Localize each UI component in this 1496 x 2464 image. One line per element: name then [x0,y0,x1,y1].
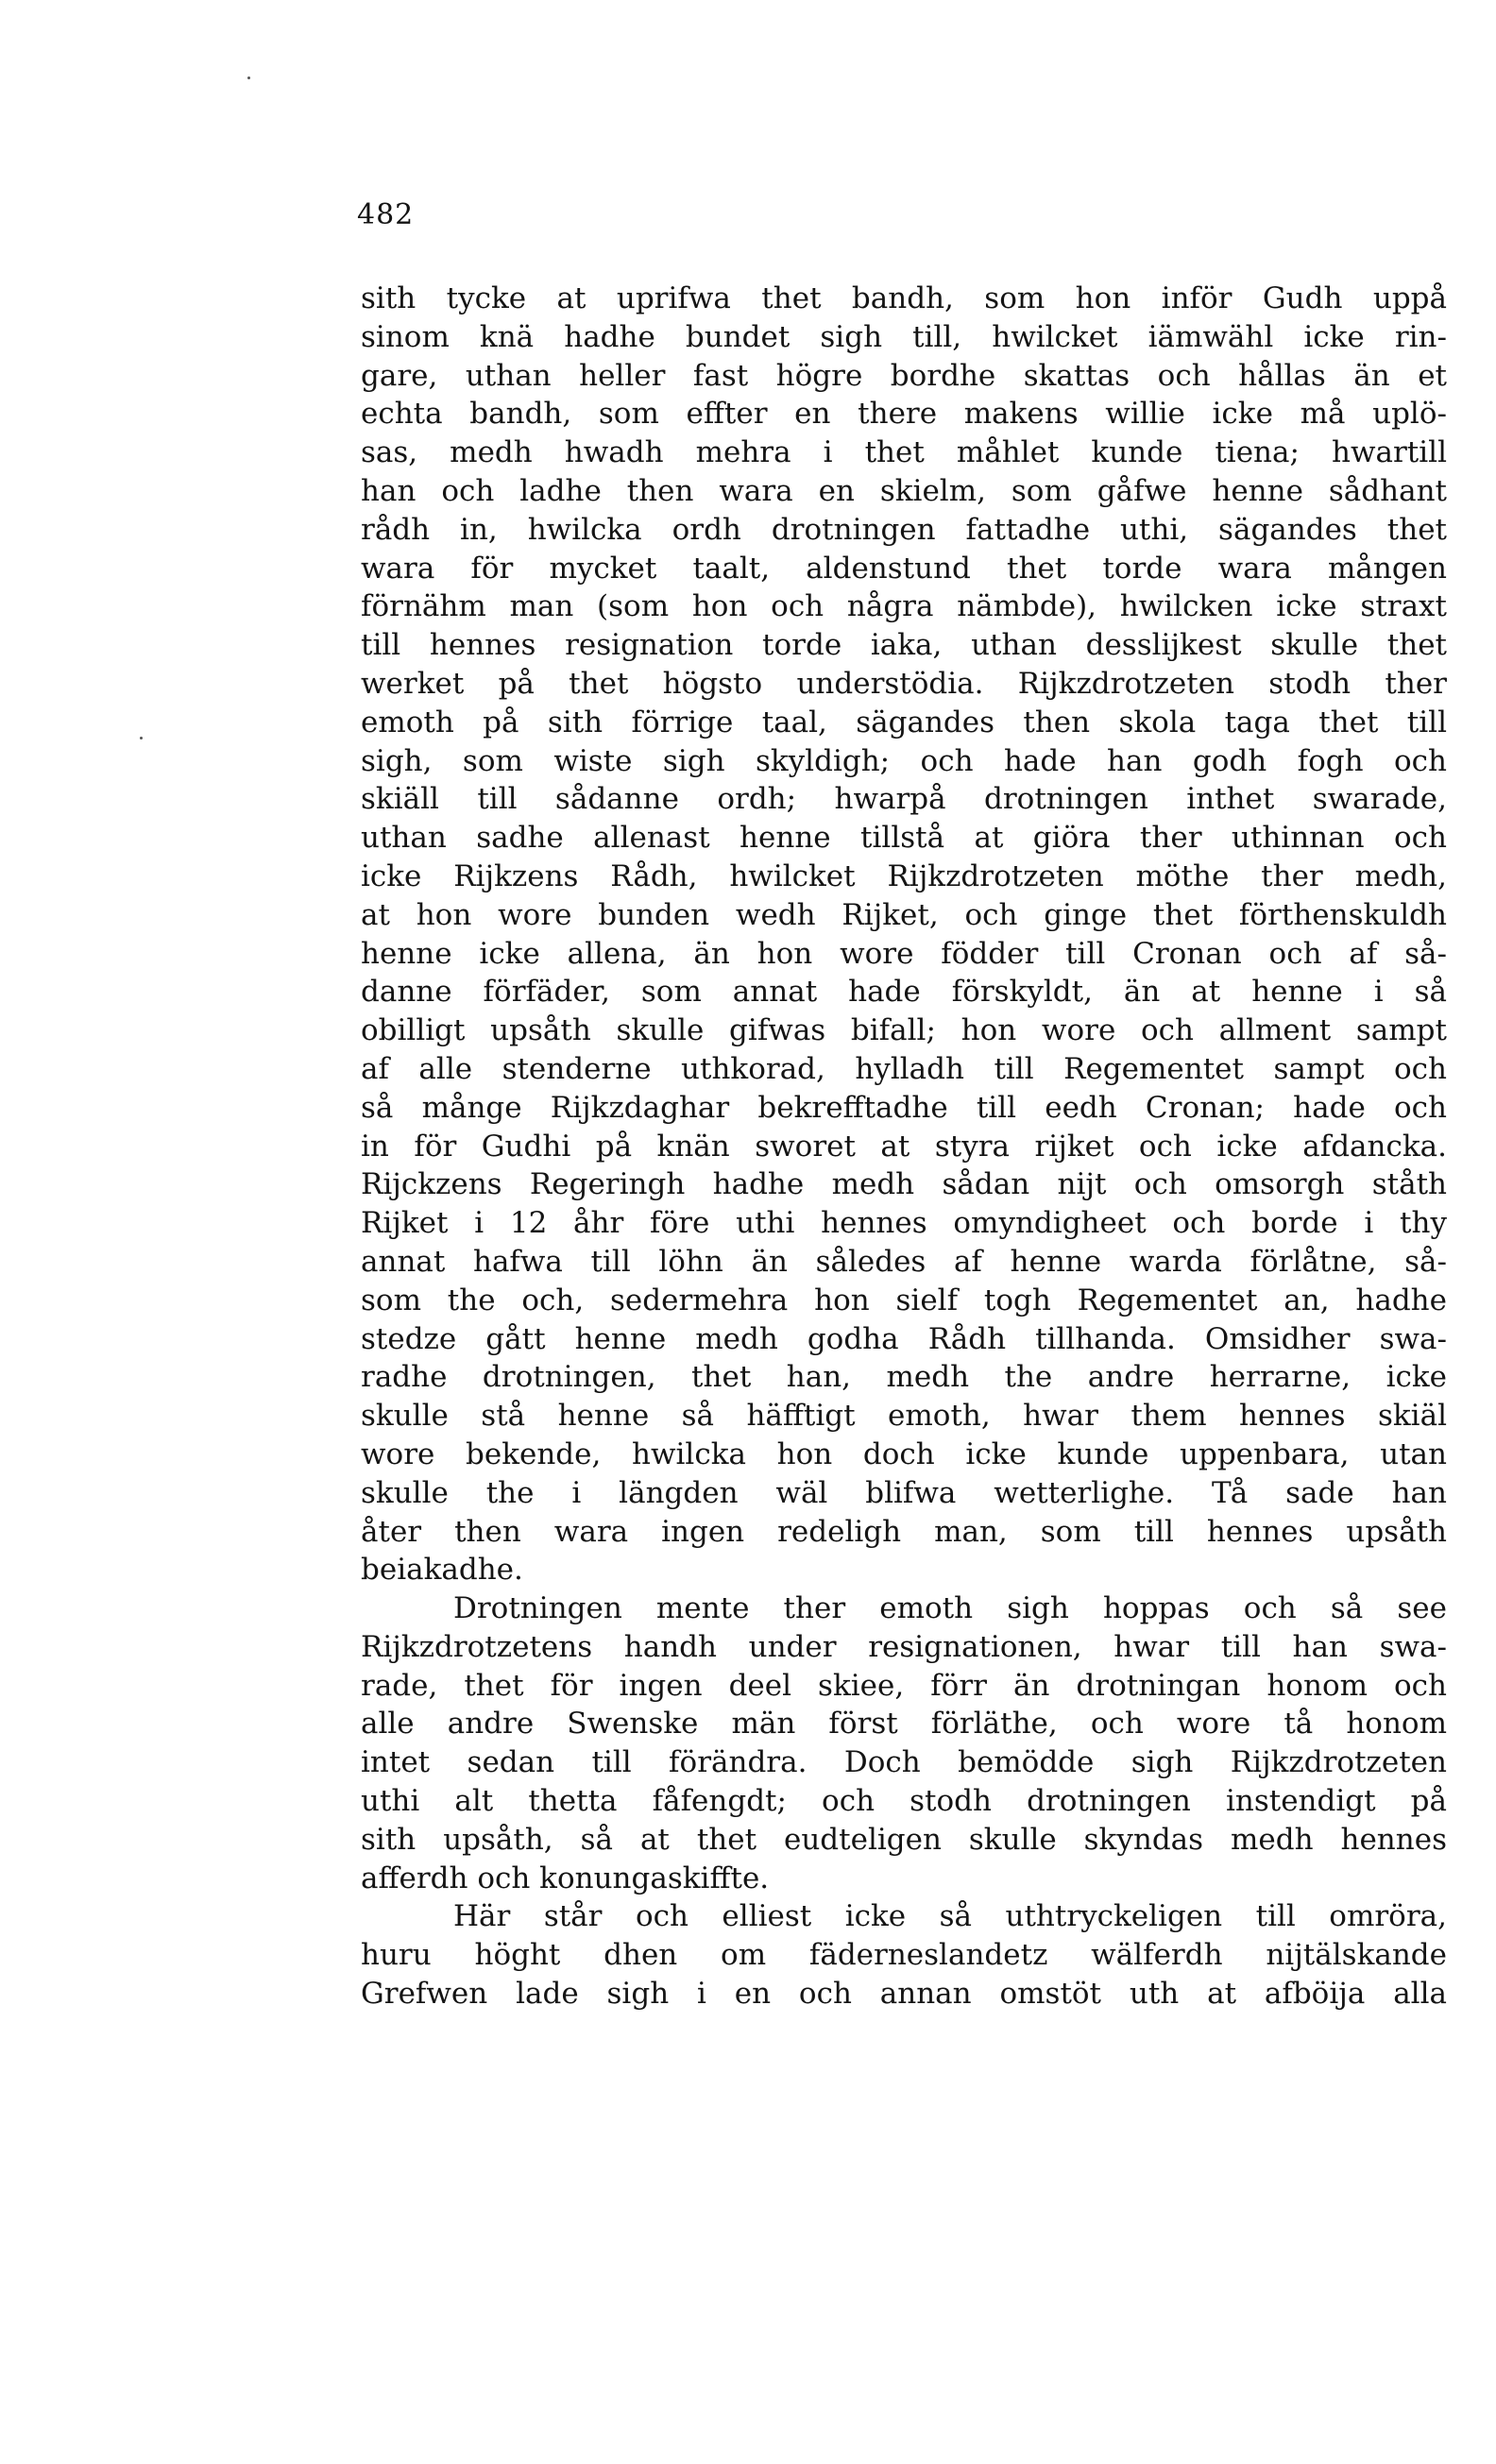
text-line: radhe drotningen, thet han, medh the andre herrarne, icke [361,1360,1447,1395]
text-line: in för Gudhi på knän sworet at styra rijket och icke afdancka. [361,1129,1447,1164]
text-line: rådh in, hwilcka ordh drotningen fattadhe uthi, sägandes thet [361,512,1447,547]
text-line: till hennes resignation torde iaka, uthan desslijkest skulle thet [361,628,1447,663]
text-line: gare, uthan heller fast högre bordhe skattas och hållas än et [361,358,1447,393]
text-line: stedze gått henne medh godha Rådh tillhanda. Omsidher swa- [361,1321,1447,1356]
text-line: så månge Rijkzdaghar bekrefftadhe till eedh Cronan; hade och [361,1090,1447,1125]
page-number: 482 [357,198,415,231]
text-line: Rijkzdrotzetens handh under resignationen, hwar till han swa- [361,1629,1447,1664]
scan-speck [247,76,250,79]
text-line: sas, medh hwadh mehra i thet måhlet kunde tiena; hwartill [361,435,1447,470]
text-line: intet sedan till förändra. Doch bemödde sigh Rijkzdrotzeten [361,1745,1447,1780]
text-line: Grefwen lade sigh i en och annan omstöt uth at afböija alla [361,1977,1447,2012]
text-line: Rijket i 12 åhr före uthi hennes omyndigheet och borde i thy [361,1206,1447,1241]
text-line: förnähm man (som hon och några nämbde), hwilcken icke straxt [361,589,1447,624]
text-line: annat hafwa till löhn än således af henne warda förlåtne, så- [361,1244,1447,1279]
text-line: alle andre Swenske män först förläthe, och wore tå honom [361,1707,1447,1742]
text-line: skiäll till sådanne ordh; hwarpå drotningen inthet swarade, [361,782,1447,817]
text-line: huru höght dhen om fäderneslandetz wälferdh nijtälskande [361,1938,1447,1973]
text-line: wara för mycket taalt, aldenstund thet torde wara mången [361,551,1447,586]
text-line: skulle stå henne så häfftigt emoth, hwar them hennes skiäl [361,1399,1447,1434]
text-line: af alle stenderne uthkorad, hylladh till Regementet sampt och [361,1051,1447,1086]
text-line: henne icke allena, än hon wore födder till Cronan och af så- [361,936,1447,971]
text-line: icke Rijkzens Rådh, hwilcket Rijkzdrotzeten möthe ther medh, [361,858,1447,893]
text-line: sith upsåth, så at thet eudteligen skulle skyndas medh hennes [361,1822,1447,1857]
text-line: uthi alt thetta fåfengdt; och stodh drotningen instendigt på [361,1784,1447,1819]
text-line: Drotningen mente ther emoth sigh hoppas och så see [453,1591,1447,1626]
text-line: åter then wara ingen redeligh man, som till hennes upsåth [361,1514,1447,1549]
text-line: skulle the i längden wäl blifwa wetterlighe. Tå sade han [361,1475,1447,1510]
text-line: sigh, som wiste sigh skyldigh; och hade han godh fogh och [361,743,1447,778]
text-line: danne förfäder, som annat hade förskyldt, än at henne i så [361,975,1447,1010]
text-line: Här står och elliest icke så uthtryckeligen till omröra, [453,1899,1447,1934]
scan-speck [140,737,143,739]
text-line: Rijckzens Regeringh hadhe medh sådan nijt och omsorgh ståth [361,1167,1447,1202]
body-text [361,280,1447,2014]
text-line: som the och, sedermehra hon sielf togh Regementet an, hadhe [361,1283,1447,1317]
text-line: obilligt upsåth skulle gifwas bifall; hon wore och allment sampt [361,1013,1447,1048]
text-line: beiakadhe. [361,1553,523,1588]
text-line: rade, thet för ingen deel skiee, förr än drotningan honom och [361,1668,1447,1703]
text-line: at hon wore bunden wedh Rijket, och ginge thet förthenskuldh [361,897,1447,932]
text-line: echta bandh, som effter en there makens willie icke må uplö- [361,397,1447,432]
text-line: sith tycke at uprifwa thet bandh, som hon inför Gudh uppå [361,281,1447,315]
text-line: sinom knä hadhe bundet sigh till, hwilcket iämwähl icke rin- [361,319,1447,354]
text-line: emoth på sith förrige taal, sägandes then skola taga thet till [361,705,1447,739]
text-line: afferdh och konungaskiffte. [361,1861,770,1895]
text-line: uthan sadhe allenast henne tillstå at giöra ther uthinnan och [361,821,1447,856]
text-line: werket på thet högsto understödia. Rijkzdrotzeten stodh ther [361,666,1447,701]
text-line: han och ladhe then wara en skielm, som gåfwe henne sådhant [361,473,1447,508]
text-line: wore bekende, hwilcka hon doch icke kunde uppenbara, utan [361,1436,1447,1471]
